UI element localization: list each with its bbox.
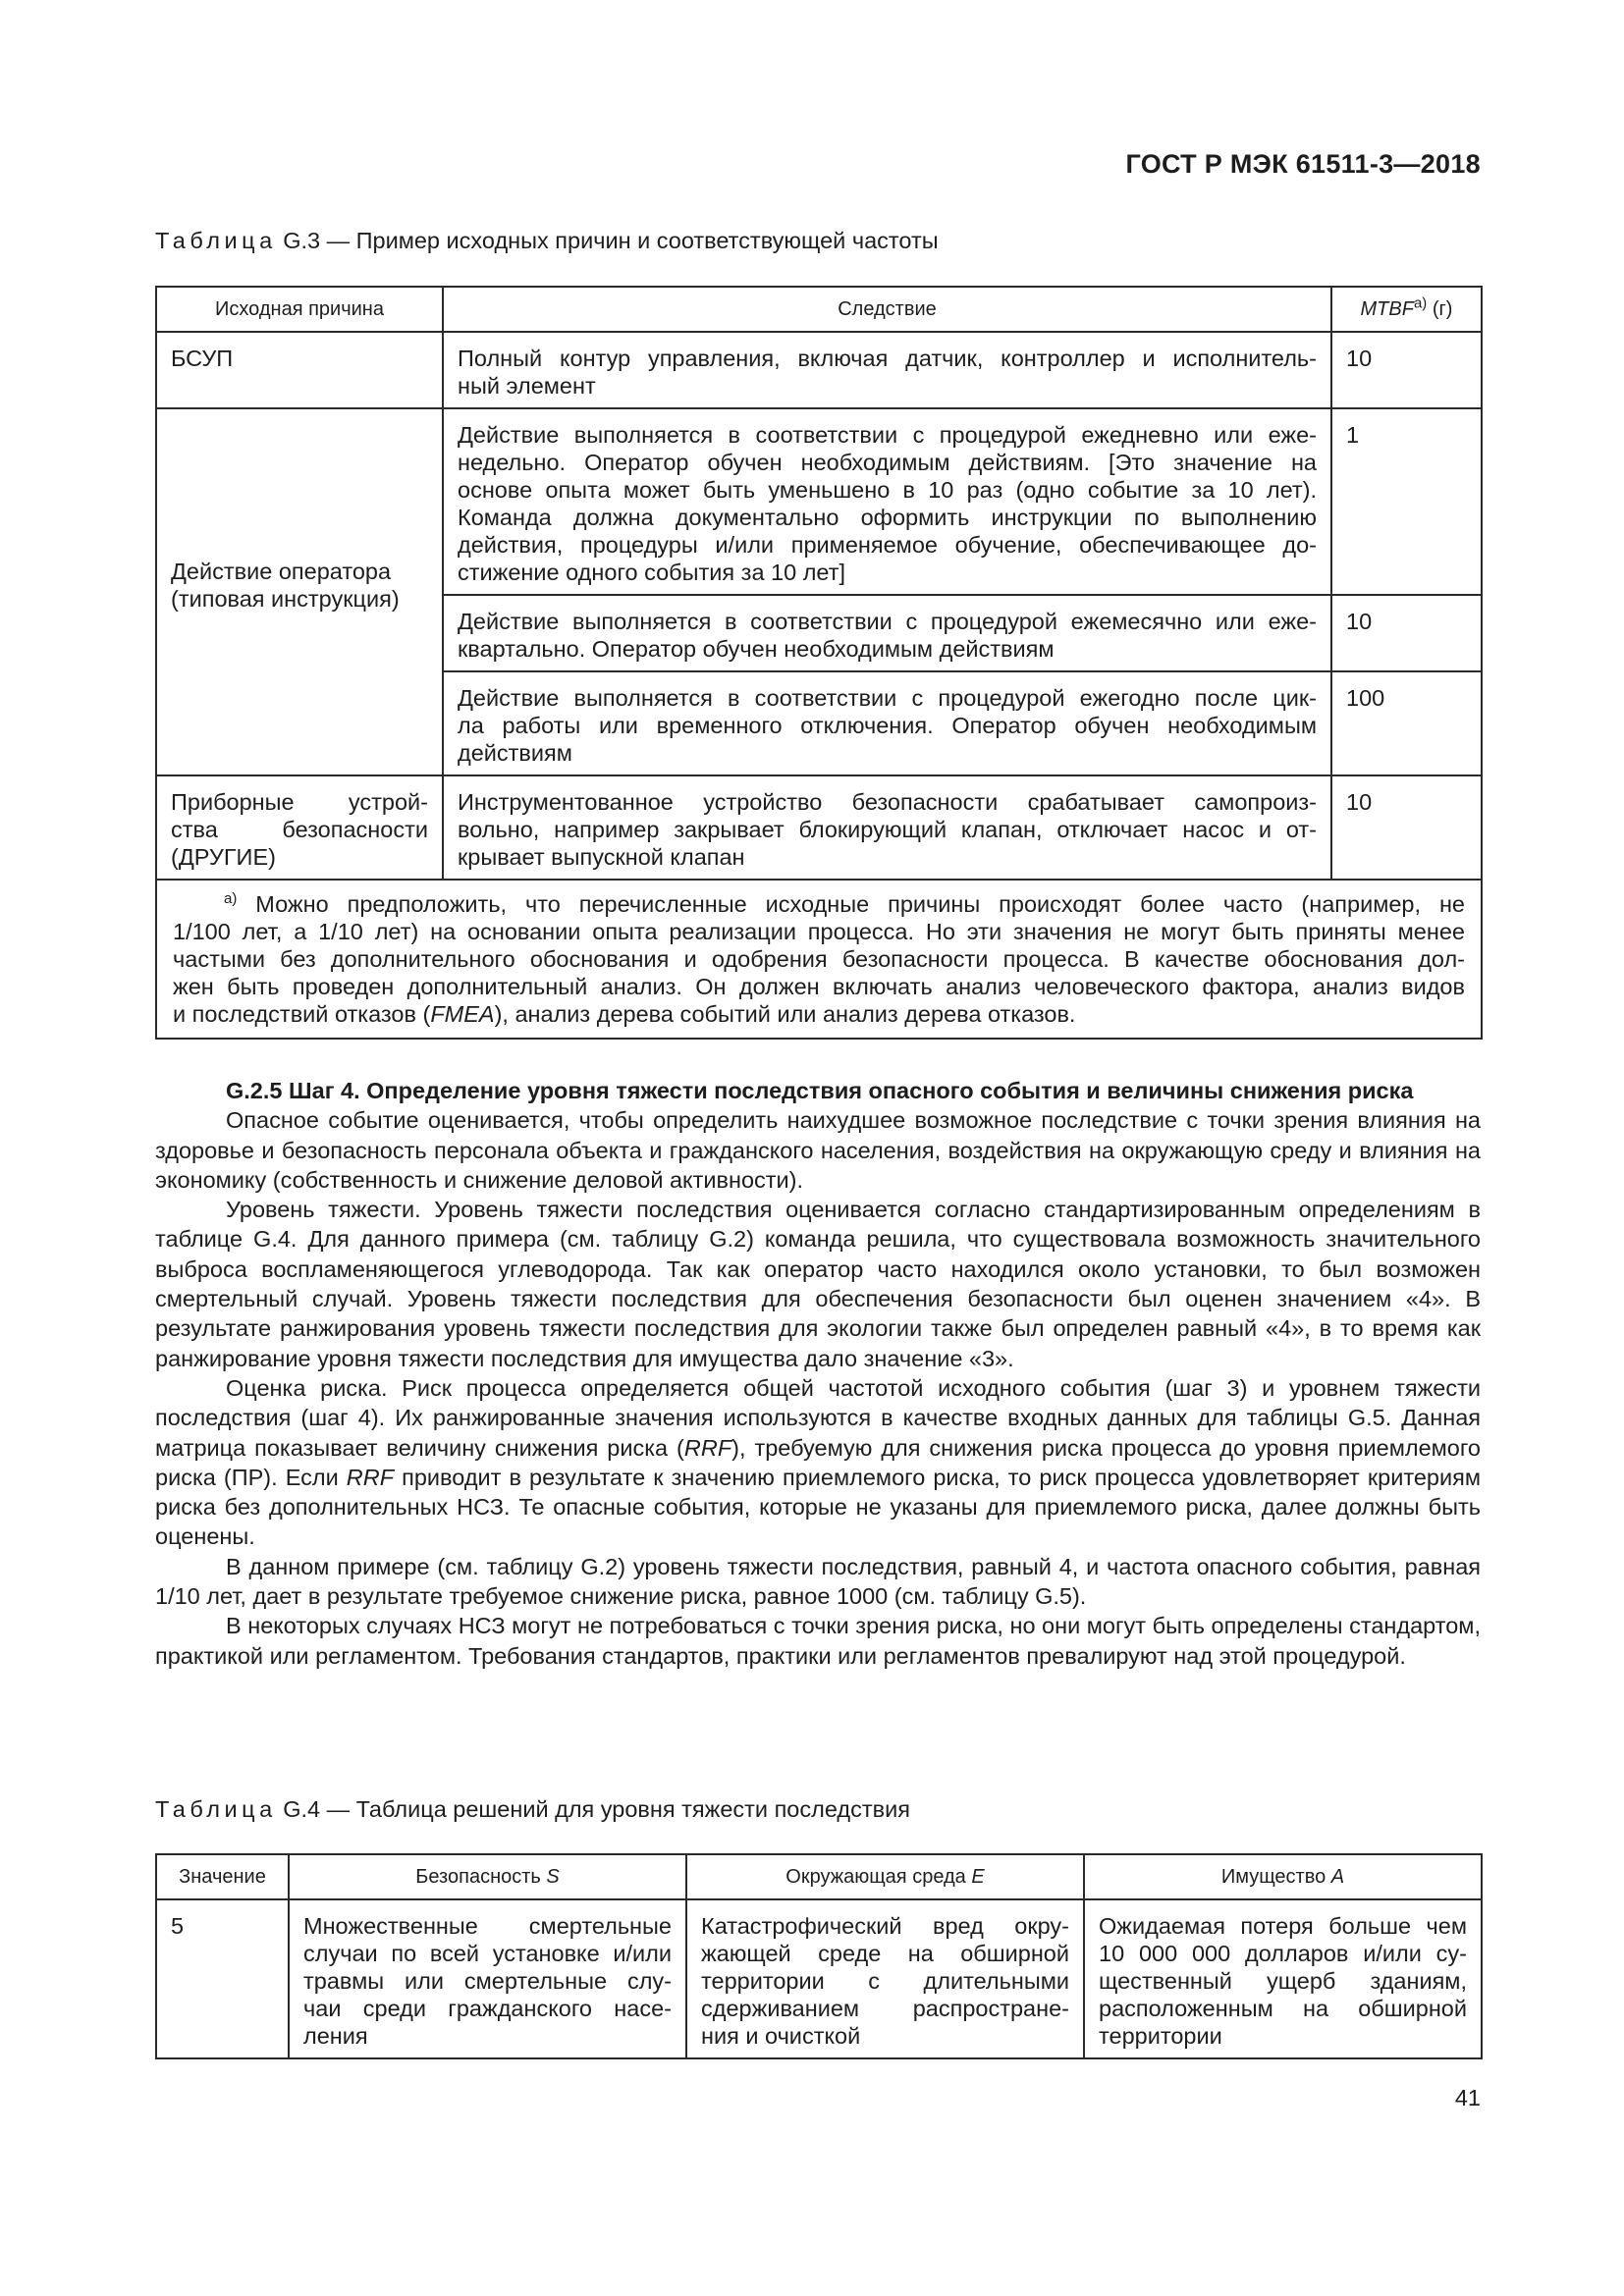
table-row [156,775,1482,880]
header-effect: Следствие [443,287,1331,332]
safety-cell: Множественные смертельные случаи по всей установке и/или травмы или смертельные слу- чаи среди гражданского насе- ления [289,1899,686,2058]
header-value: Значение [156,1854,289,1899]
mtbf-cell: 10 [1331,595,1482,671]
effect-cell: Действие выполняется в соответствии с процедурой ежедневно или еже- недельно. Оператор обучен необходимым действиям. [Это значение на основе опыта может быть уменьшено в 10 раз (одно событие за 10 лет). Команда должна документально оформить инструкции по выполнению действия, процедуры и/или применяемое обучение, обеспечивающее до- стижение одного события за 10 лет] [443,408,1331,595]
mtbf-cell: 1 [1331,408,1482,595]
page-number: 41 [1454,2085,1481,2110]
table-row [156,1899,1482,2058]
environment-cell: Катастрофический вред окру- жающей среде на обширной территории с длительными сдерживанием распростране- ния и очисткой [686,1899,1084,2058]
table-row [156,332,1482,408]
effect-cell: Действие выполняется в соответствии с процедурой ежегодно после цик- ла работы или временного отключения. Оператор обучен необходимым действиям [443,671,1331,775]
effect-cell: Действие выполняется в соответствии с процедурой ежемесячно или еже- квартально. Оператор обучен необходимым действиям [443,595,1331,671]
paragraph: В некоторых случаях НСЗ могут не потребоваться с точки зрения риска, но они могут быть определены стандартом, практикой или регламентом. Требования стандартов, практики или регламентов превалируют над этой процедурой. [155,1613,1481,1669]
mtbf-footnote-mark: а) [1413,294,1428,312]
mtbf-unit: (г) [1427,298,1453,320]
table-footnote-row [156,880,1482,1039]
paragraph: Уровень тяжести. Уровень тяжести последствия оценивается согласно стандартизированным определениям в таблице G.4. Для данного примера (см. таблицу G.2) команда решила, что существовала возможность значительного выброса воспламеняющегося углеводорода. Так как оператор часто находился около установки, то был возможен смертельный случай. Уровень тяжести последствия для обеспечения безопасности был оценен значением «4». В результате ранжирования уровень тяжести последствия для экологии также был определен равный «4», в то время как ранжирование уровня тяжести последствия для имущества дало значение «3». [155,1197,1481,1371]
table-g4 [155,1853,1483,2059]
mtbf-cell: 10 [1331,775,1482,880]
mtbf-cell: 100 [1331,671,1482,775]
table-row [156,408,1482,595]
mtbf-label: MTBF [1360,298,1414,320]
table-g3-caption [155,228,939,254]
paragraph: В данном примере (см. таблицу G.2) уровень тяжести последствия, равный 4, и частота опасного события, равная 1/10 лет, дает в результате требуемое снижение риска, равное 1000 (см. таблицу G.5). [155,1553,1481,1610]
header-mtbf [1331,287,1482,332]
table-g4-caption [155,1796,910,1823]
caption-text: G.3 — Пример исходных причин и соответствующей частоты [283,228,939,253]
caption-word: Таблица [155,228,277,253]
caption-text: G.4 — Таблица решений для уровня тяжести последствия [283,1796,910,1822]
section-g25 [155,1076,1481,1671]
footnote-mark: а) [224,890,238,908]
paragraph: Оценка риска. Риск процесса определяется общей частотой исходного события (шаг 3) и уровнем тяжести последствия (шаг 4). Их ранжированные значения используются в качестве входных данных для таблицы G.5. Данная матрица показывает величину снижения риска (RRF), требуемую для снижения риска процесса до уровня приемлемого риска (ПР). Если RRF приводит в результате к значению приемлемого риска, то риск процесса удовлетворяет критериям риска без дополнительных НСЗ. Те опасные события, которые не указаны для приемлемого риска, далее должны быть оценены. [155,1374,1481,1550]
value-cell: 5 [156,1899,289,2058]
table-g3 [155,286,1483,1040]
paragraph: Опасное событие оценивается, чтобы определить наихудшее возможное последствие с точки зрения влияния на здоровье и безопасность персонала объекта и гражданского населения, воздействия на окружающую среду и влияния на экономику (собственность и снижение деловой активности). [155,1107,1481,1193]
cause-cell: Приборные устрой- ства безопасности (ДРУГИЕ) [156,775,443,880]
effect-cell: Инструментованное устройство безопасности срабатывает самопроиз- вольно, например закрывает блокирующий клапан, отключает насос и от- крывает выпускной клапан [443,775,1331,880]
header-asset: Имущество A [1084,1854,1482,1899]
mtbf-cell: 10 [1331,332,1482,408]
cause-cell: БСУП [156,332,443,408]
asset-cell: Ожидаемая потеря больше чем 10 000 000 долларов и/или су- щественный ущерб зданиям, расположенным на обширной территории [1084,1899,1482,2058]
effect-cell: Полный контур управления, включая датчик, контроллер и исполнитель- ный элемент [443,332,1331,408]
caption-word: Таблица [155,1796,277,1822]
header-safety: Безопасность S [289,1854,686,1899]
header-environment: Окружающая среда E [686,1854,1084,1899]
section-heading: G.2.5 Шаг 4. Определение уровня тяжести последствия опасного события и величины снижения риска [226,1078,1414,1103]
header-cause: Исходная причина [156,287,443,332]
standard-code: ГОСТ Р МЭК 61511-3—2018 [1125,149,1481,179]
cause-cell-operator: Действие оператора (типовая инструкция) [156,408,443,775]
table-footnote: $^{а)}$ Можно предположить, что перечисленные исходные причины происходят более часто (например, не 1/100 лет, а 1/10 лет) на основании опыта реализации процесса. Но эти значения не могут быть приняты менее частыми без дополнительного обоснования и одобрения безопасности процесса. В качестве обоснования дол- жен быть проведен дополнительный анализ. Он должен включать анализ человеческого фактора, анализ видов и последствий отказов (FMEA), анализ дерева событий или анализ дерева отказов. [156,880,1482,1039]
